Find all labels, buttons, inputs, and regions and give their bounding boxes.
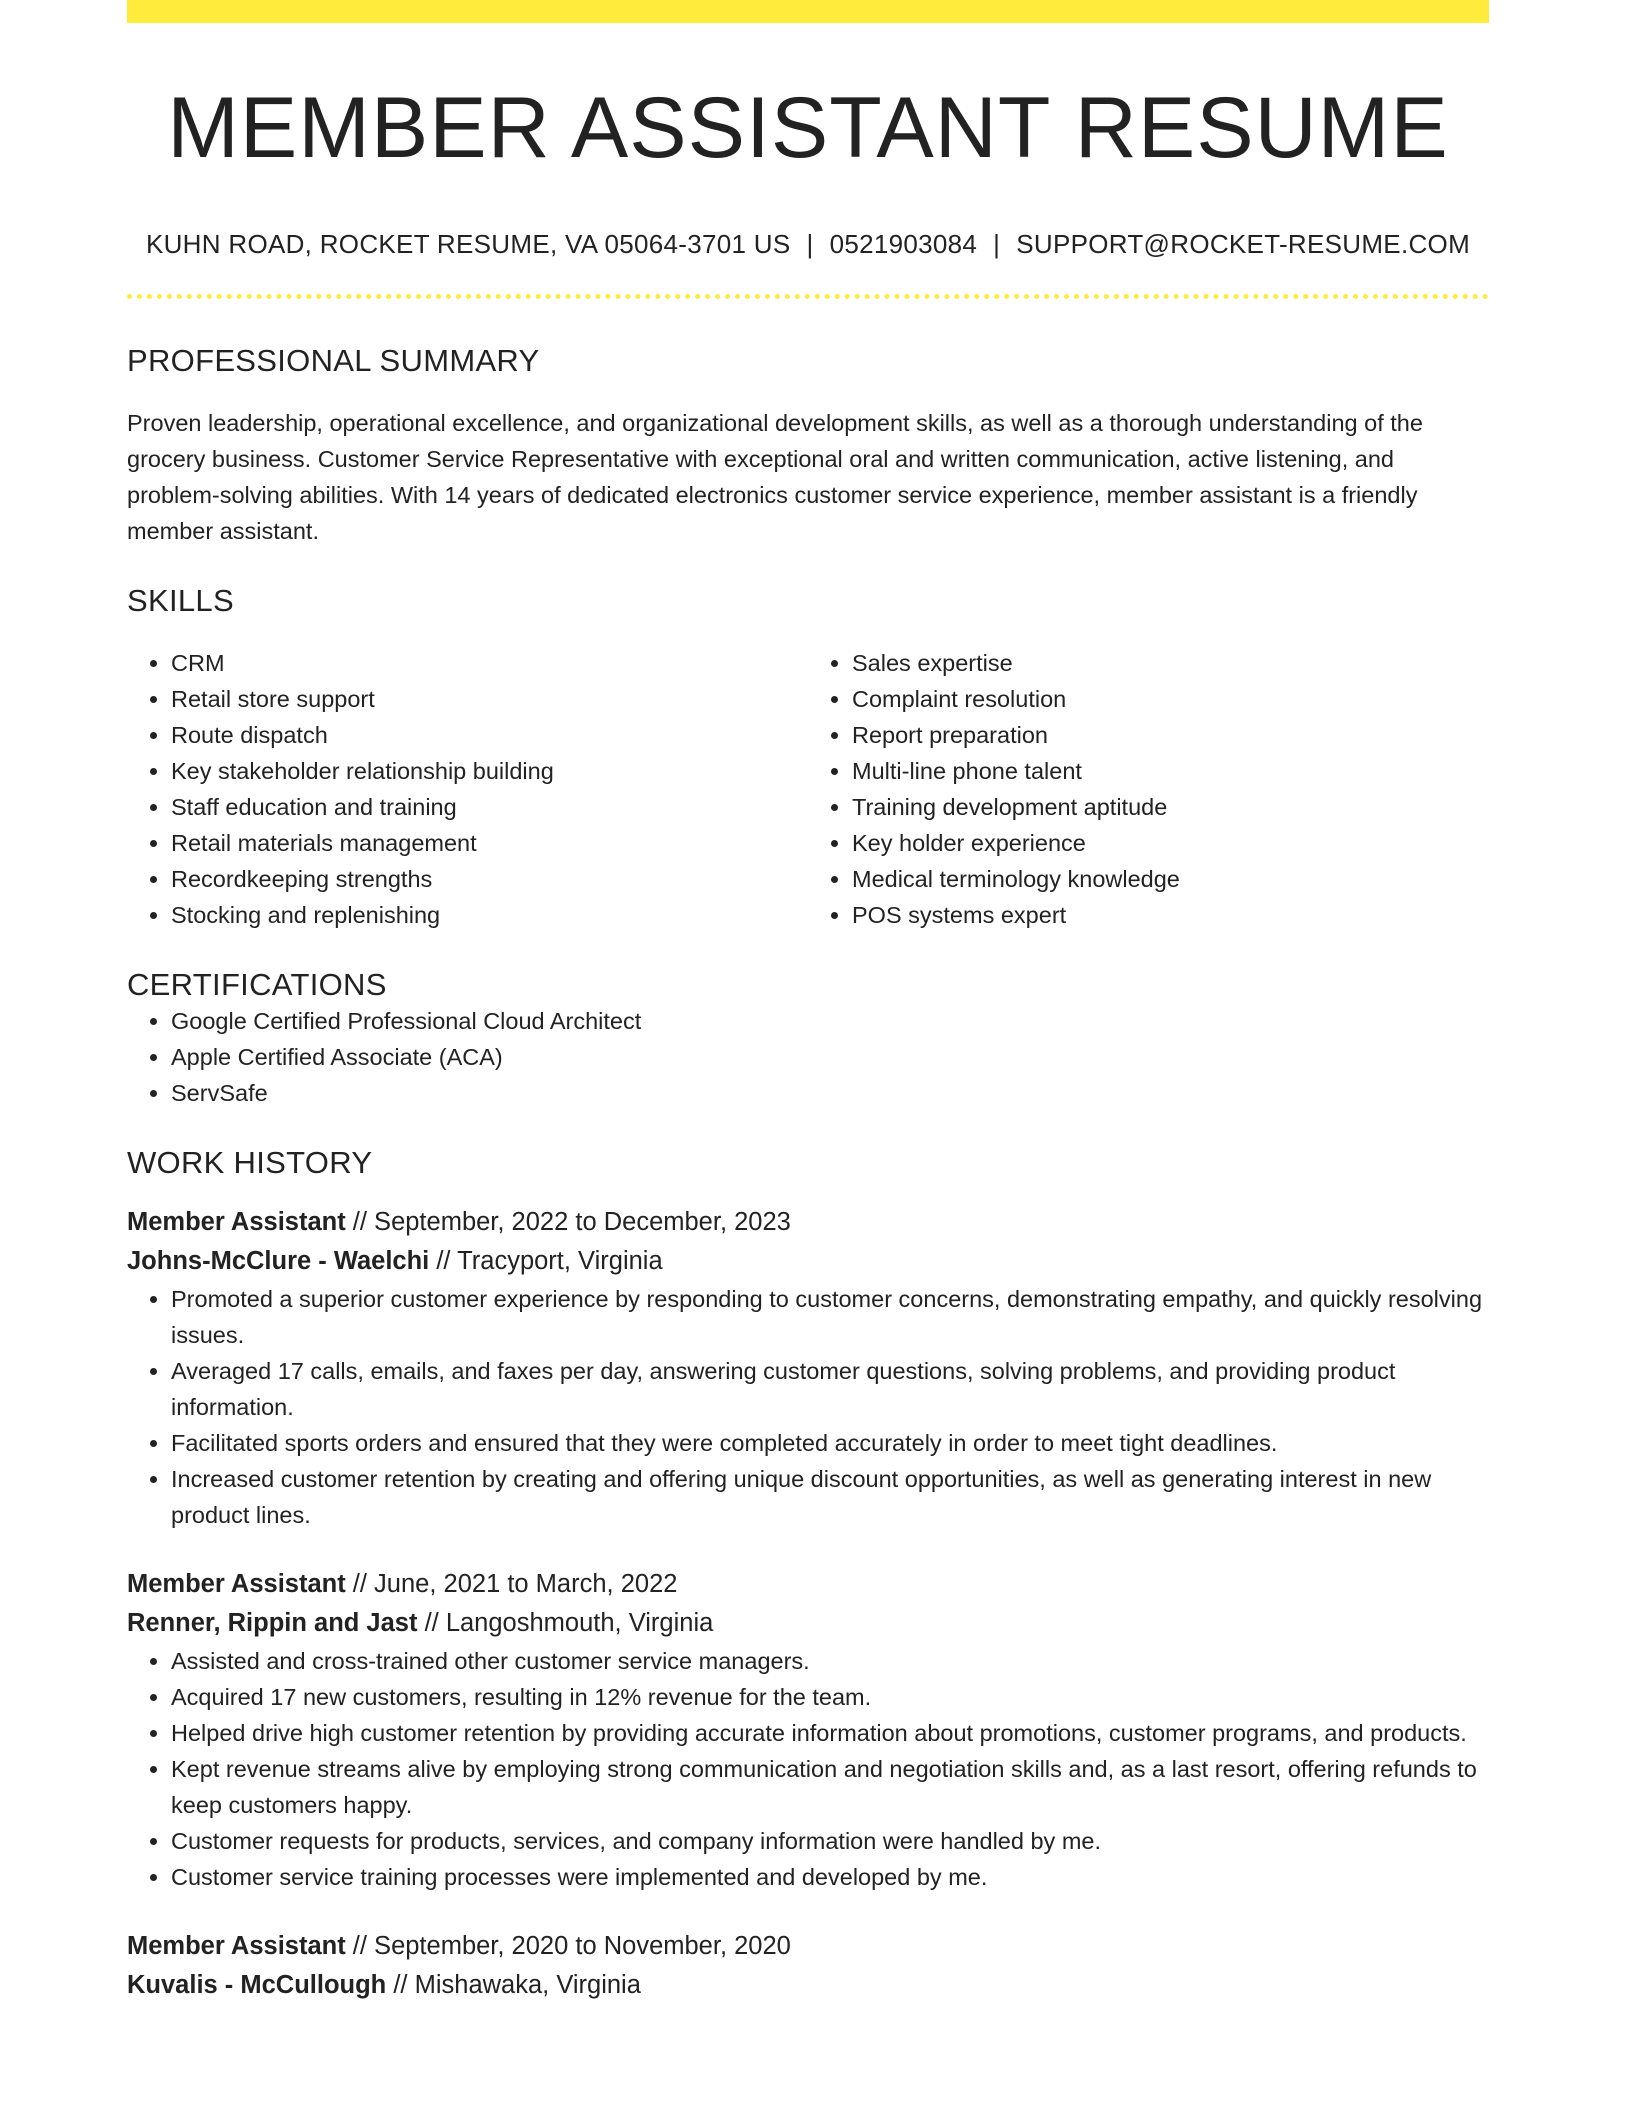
skill-item: • Retail store support (171, 681, 808, 717)
skill-item: • Route dispatch (171, 717, 808, 753)
job-bullet: • Increased customer retention by creating and offering unique discount opportunities, as well as generating interest in new product lines. (171, 1461, 1489, 1533)
job-role: Member Assistant (127, 1570, 346, 1599)
job-bullet: • Promoted a superior customer experience by responding to customer concerns, demonstrating empathy, and quickly resolving issues. (171, 1281, 1489, 1353)
job-bullet: • Customer requests for products, services, and company information were handled by me. (171, 1823, 1489, 1859)
job-dates: // September, 2022 to December, 2023 (345, 1208, 791, 1237)
job-location: // Tracyport, Virginia (429, 1247, 663, 1276)
job-role-line (127, 1203, 1489, 1242)
job-entry (127, 1203, 1489, 1533)
skill-item: • Complaint resolution (852, 681, 1489, 717)
skill-item: • POS systems expert (852, 897, 1489, 933)
job-entry (127, 1565, 1489, 1895)
job-bullet: • Kept revenue streams alive by employing strong communication and negotiation skills and, as a last resort, offering refunds to keep customers happy. (171, 1751, 1489, 1823)
certifications-list (127, 1003, 1489, 1111)
skills-grid (127, 645, 1489, 933)
resume-page (127, 0, 1489, 2005)
skill-item: • Stocking and replenishing (171, 897, 808, 933)
job-company-line (127, 1604, 1489, 1643)
section-title-skills: SKILLS (127, 583, 234, 619)
job-dates: // September, 2020 to November, 2020 (345, 1932, 791, 1961)
skill-item: • Medical terminology knowledge (852, 861, 1489, 897)
contact-separator: | (806, 229, 814, 260)
certification-item: • ServSafe (171, 1075, 1489, 1111)
job-location: // Langoshmouth, Virginia (417, 1609, 714, 1638)
skill-item: • CRM (171, 645, 808, 681)
job-company: Renner, Rippin and Jast (127, 1609, 418, 1638)
job-role: Member Assistant (127, 1932, 346, 1961)
job-bullet: • Facilitated sports orders and ensured that they were completed accurately in order to meet tight deadlines. (171, 1425, 1489, 1461)
skill-item: • Staff education and training (171, 789, 808, 825)
resume-title: MEMBER ASSISTANT RESUME (167, 80, 1449, 176)
job-role: Member Assistant (127, 1208, 346, 1237)
job-bullet: • Assisted and cross-trained other customer service managers. (171, 1643, 1489, 1679)
job-bullet: • Customer service training processes were implemented and developed by me. (171, 1859, 1489, 1895)
summary-text: Proven leadership, operational excellence, and organizational development skills, as well as a thorough understanding of the grocery business. Customer Service Representative with exceptional oral and written communication, active listening, and problem-solving abilities. With 14 years of dedicated electronics customer service experience, member assistant is a friendly member assistant. (127, 410, 1423, 545)
job-company: Johns-McClure - Waelchi (127, 1247, 430, 1276)
contact-separator: | (993, 229, 1001, 260)
skill-item: • Report preparation (852, 717, 1489, 753)
skills-column-right (808, 645, 1489, 933)
skill-item: • Sales expertise (852, 645, 1489, 681)
job-entry (127, 1927, 1489, 2005)
certification-item: • Apple Certified Associate (ACA) (171, 1039, 1489, 1075)
job-bullets (127, 1643, 1489, 1895)
contact-address: KUHN ROAD, ROCKET RESUME, VA 05064-3701 US (145, 229, 791, 260)
certification-item: • Google Certified Professional Cloud Architect (171, 1003, 1489, 1039)
job-dates: // June, 2021 to March, 2022 (345, 1570, 678, 1599)
job-bullet: • Acquired 17 new customers, resulting in 12% revenue for the team. (171, 1679, 1489, 1715)
section-title-work-history: WORK HISTORY (127, 1145, 373, 1181)
job-bullet: • Helped drive high customer retention by providing accurate information about promotions, customer programs, and products. (171, 1715, 1489, 1751)
skill-item: • Multi-line phone talent (852, 753, 1489, 789)
job-company: Kuvalis - McCullough (127, 1971, 387, 2000)
job-company-line (127, 1966, 1489, 2005)
skill-item: • Retail materials management (171, 825, 808, 861)
skill-item: • Training development aptitude (852, 789, 1489, 825)
accent-top-bar (127, 0, 1489, 23)
skill-item: • Key stakeholder relationship building (171, 753, 808, 789)
skill-item: • Key holder experience (852, 825, 1489, 861)
contact-line (127, 229, 1489, 260)
skill-item: • Recordkeeping strengths (171, 861, 808, 897)
job-role-line (127, 1927, 1489, 1966)
skills-column-left (127, 645, 808, 933)
job-company-line (127, 1242, 1489, 1281)
section-title-certifications: CERTIFICATIONS (127, 967, 387, 1003)
section-title-summary: PROFESSIONAL SUMMARY (127, 343, 540, 379)
contact-phone: 0521903084 (829, 229, 978, 260)
job-bullet: • Averaged 17 calls, emails, and faxes per day, answering customer questions, solving problems, and providing product information. (171, 1353, 1489, 1425)
job-role-line (127, 1565, 1489, 1604)
job-bullets (127, 1281, 1489, 1533)
dotted-divider (127, 294, 1489, 299)
contact-email: SUPPORT@ROCKET-RESUME.COM (1016, 229, 1471, 260)
job-location: // Mishawaka, Virginia (386, 1971, 641, 2000)
